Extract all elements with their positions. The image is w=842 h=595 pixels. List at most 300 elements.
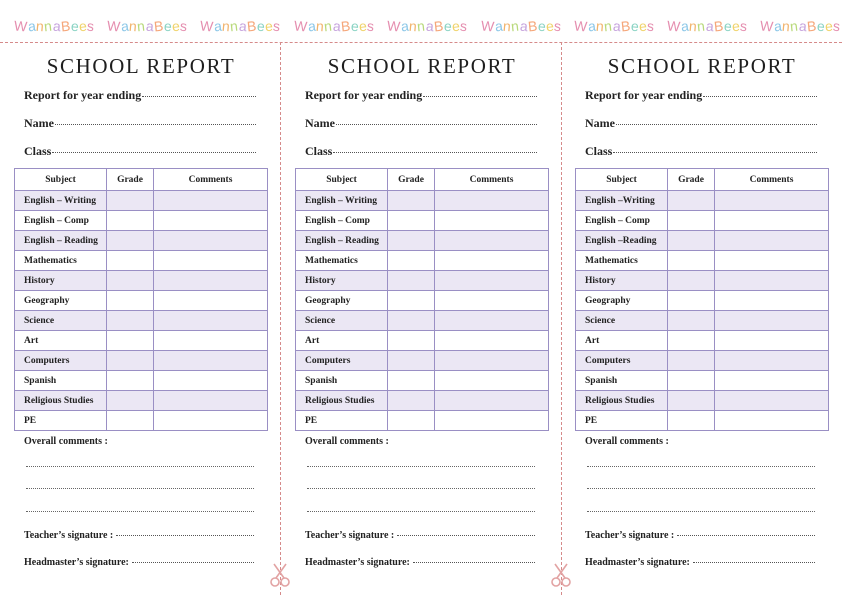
name-field[interactable] xyxy=(24,116,256,131)
table-row xyxy=(15,351,268,371)
year-field[interactable] xyxy=(305,88,537,103)
logo-letter: a xyxy=(518,17,529,35)
subject-cell: PE xyxy=(15,411,107,431)
name-field[interactable] xyxy=(585,116,817,131)
name-line xyxy=(55,124,256,125)
logo-letter: n xyxy=(595,17,605,35)
comments-cell[interactable] xyxy=(154,191,268,211)
signature-line xyxy=(413,562,535,563)
grade-cell[interactable] xyxy=(388,351,435,371)
name-line xyxy=(616,124,817,125)
logo-letter: e xyxy=(358,17,369,35)
grade-cell[interactable] xyxy=(388,391,435,411)
logo-letter: e xyxy=(256,17,266,35)
logo-letter: n xyxy=(229,17,240,35)
comments-cell[interactable] xyxy=(715,271,829,291)
year-line xyxy=(703,96,817,97)
table-header-row xyxy=(296,169,549,191)
year-line xyxy=(142,96,256,97)
logo-letter: a xyxy=(399,17,410,35)
report-title: SCHOOL REPORT xyxy=(327,54,517,78)
logo-letter: W xyxy=(199,17,215,35)
logo-letter: n xyxy=(789,17,800,35)
table-row xyxy=(576,271,829,291)
logo-letter: a xyxy=(144,17,155,35)
grade-cell[interactable] xyxy=(107,271,154,291)
table-row xyxy=(15,251,268,271)
logo-letter: n xyxy=(128,17,138,35)
comments-cell[interactable] xyxy=(154,351,268,371)
table-row xyxy=(15,231,268,251)
subject-cell: English – Comp xyxy=(15,211,107,231)
headmaster-signature-field[interactable] xyxy=(305,557,535,568)
subject-cell: Religious Studies xyxy=(576,391,668,411)
logo-letter: a xyxy=(26,17,37,35)
subject-cell: Religious Studies xyxy=(15,391,107,411)
class-field[interactable] xyxy=(305,144,537,159)
table-row xyxy=(296,251,549,271)
table-row xyxy=(296,391,549,411)
subject-cell: Spanish xyxy=(296,371,388,391)
grade-cell[interactable] xyxy=(388,411,435,431)
column-header: Subject xyxy=(296,169,388,191)
year-field[interactable] xyxy=(585,88,817,103)
teacher-signature-field[interactable] xyxy=(305,530,535,541)
logo-letter: B xyxy=(806,17,818,35)
table-row xyxy=(296,411,549,431)
table-row xyxy=(15,411,268,431)
year-label: Report for year ending xyxy=(585,88,703,102)
table-row xyxy=(576,411,829,431)
grade-cell[interactable] xyxy=(107,411,154,431)
comment-line[interactable] xyxy=(26,511,254,512)
signature-line xyxy=(397,535,535,536)
comment-line[interactable] xyxy=(307,488,535,489)
comments-cell[interactable] xyxy=(435,271,549,291)
comment-line[interactable] xyxy=(26,466,254,467)
column-header: Grade xyxy=(668,169,715,191)
logo-letter: a xyxy=(424,17,435,35)
subject-cell: History xyxy=(296,271,388,291)
table-row xyxy=(15,291,268,311)
comments-cell[interactable] xyxy=(154,391,268,411)
headmaster-signature-label: Headmaster’s signature: xyxy=(585,557,690,568)
comments-cell[interactable] xyxy=(154,331,268,351)
comment-line[interactable] xyxy=(26,488,254,489)
table-row xyxy=(576,291,829,311)
table-row xyxy=(15,371,268,391)
grade-cell[interactable] xyxy=(388,291,435,311)
logo-letter: n xyxy=(43,17,54,35)
table-row xyxy=(296,211,549,231)
teacher-signature-label: Teacher’s signature : xyxy=(24,530,114,541)
comments-cell[interactable] xyxy=(435,371,549,391)
logo-letter: n xyxy=(416,17,427,35)
wannabees-banner xyxy=(0,0,842,44)
logo-letter: a xyxy=(772,17,783,35)
signature-line xyxy=(693,562,815,563)
table-row xyxy=(576,351,829,371)
comments-cell[interactable] xyxy=(435,231,549,251)
comments-cell[interactable] xyxy=(715,411,829,431)
comments-cell[interactable] xyxy=(435,331,549,351)
grade-cell[interactable] xyxy=(107,231,154,251)
grade-cell[interactable] xyxy=(668,411,715,431)
subject-cell: History xyxy=(15,271,107,291)
table-row xyxy=(296,371,549,391)
logo-letter: e xyxy=(78,17,89,35)
scissors-icon xyxy=(270,562,290,588)
logo-letter: n xyxy=(510,17,521,35)
cut-line-right xyxy=(561,42,562,595)
logo-letter: e xyxy=(264,17,275,35)
subject-cell: Mathematics xyxy=(15,251,107,271)
subject-cell: Geography xyxy=(576,291,668,311)
subject-cell: Geography xyxy=(296,291,388,311)
logo-letter: n xyxy=(315,17,325,35)
logo-letter: e xyxy=(638,17,649,35)
logo-letter: e xyxy=(350,17,360,35)
table-row xyxy=(15,271,268,291)
wannabees-logo xyxy=(574,18,655,40)
comment-line[interactable] xyxy=(587,511,815,512)
grade-cell[interactable] xyxy=(388,311,435,331)
grade-cell[interactable] xyxy=(668,231,715,251)
logo-letter: e xyxy=(443,17,453,35)
subject-cell: Geography xyxy=(15,291,107,311)
subject-cell: Spanish xyxy=(15,371,107,391)
grade-cell[interactable] xyxy=(668,271,715,291)
comment-line[interactable] xyxy=(587,466,815,467)
logo-letter: n xyxy=(221,17,231,35)
table-row xyxy=(296,331,549,351)
wannabees-logo xyxy=(760,18,841,40)
logo-letter: s xyxy=(459,17,469,35)
grade-cell[interactable] xyxy=(107,191,154,211)
logo-letter: e xyxy=(723,17,733,35)
table-row xyxy=(576,231,829,251)
grades-table xyxy=(14,168,268,431)
logo-letter: a xyxy=(704,17,715,35)
grade-cell[interactable] xyxy=(107,331,154,351)
logo-letter: W xyxy=(293,17,309,35)
subject-cell: English – Comp xyxy=(296,211,388,231)
column-header: Subject xyxy=(576,169,668,191)
logo-letter: a xyxy=(797,17,808,35)
logo-letter: e xyxy=(630,17,640,35)
table-row xyxy=(296,311,549,331)
comment-line[interactable] xyxy=(307,466,535,467)
comments-cell[interactable] xyxy=(715,331,829,351)
teacher-signature-label: Teacher’s signature : xyxy=(585,530,675,541)
comments-cell[interactable] xyxy=(435,391,549,411)
logo-letter: s xyxy=(272,17,282,35)
comments-cell[interactable] xyxy=(154,411,268,431)
name-label: Name xyxy=(24,116,54,130)
comments-cell[interactable] xyxy=(154,271,268,291)
table-header-row xyxy=(15,169,268,191)
grade-cell[interactable] xyxy=(668,391,715,411)
comments-cell[interactable] xyxy=(435,411,549,431)
signature-line xyxy=(677,535,815,536)
comments-cell[interactable] xyxy=(715,311,829,331)
comments-cell[interactable] xyxy=(435,291,549,311)
logo-letter: s xyxy=(86,17,96,35)
comments-cell[interactable] xyxy=(435,251,549,271)
logo-letter: s xyxy=(646,17,656,35)
logo-letter: n xyxy=(408,17,418,35)
logo-letter: n xyxy=(603,17,614,35)
subject-cell: English – Writing xyxy=(296,191,388,211)
class-field[interactable] xyxy=(585,144,817,159)
logo-letter: s xyxy=(366,17,376,35)
logo-letter: n xyxy=(688,17,698,35)
grade-cell[interactable] xyxy=(388,211,435,231)
grade-cell[interactable] xyxy=(668,371,715,391)
name-label: Name xyxy=(305,116,335,130)
class-label: Class xyxy=(585,144,613,158)
grade-cell[interactable] xyxy=(107,211,154,231)
logo-letter: n xyxy=(35,17,45,35)
class-field[interactable] xyxy=(24,144,256,159)
grades-table xyxy=(295,168,549,431)
grade-cell[interactable] xyxy=(388,231,435,251)
column-header: Comments xyxy=(435,169,549,191)
class-label: Class xyxy=(24,144,52,158)
comments-cell[interactable] xyxy=(715,231,829,251)
comments-cell[interactable] xyxy=(435,311,549,331)
logo-letter: a xyxy=(611,17,622,35)
wannabees-logo xyxy=(294,18,375,40)
subject-cell: Science xyxy=(296,311,388,331)
name-field[interactable] xyxy=(305,116,537,131)
comments-cell[interactable] xyxy=(154,251,268,271)
logo-letter: e xyxy=(816,17,826,35)
subject-cell: English –Writing xyxy=(576,191,668,211)
subject-cell: English – Comp xyxy=(576,211,668,231)
logo-letter: a xyxy=(119,17,130,35)
table-row xyxy=(296,291,549,311)
logo-letter: e xyxy=(824,17,835,35)
overall-comments-label: Overall comments : xyxy=(585,436,669,447)
logo-letter: e xyxy=(70,17,80,35)
class-line xyxy=(52,152,256,153)
wannabees-logo xyxy=(387,18,468,40)
table-row xyxy=(15,191,268,211)
wannabees-logo xyxy=(14,18,95,40)
logo-letter: B xyxy=(340,17,352,35)
wannabees-logo xyxy=(200,18,281,40)
grade-cell[interactable] xyxy=(388,191,435,211)
comment-line[interactable] xyxy=(307,511,535,512)
logo-letter: B xyxy=(60,17,72,35)
table-row xyxy=(15,391,268,411)
logo-letter: a xyxy=(679,17,690,35)
logo-letter: B xyxy=(246,17,258,35)
grade-cell[interactable] xyxy=(107,291,154,311)
year-line xyxy=(423,96,537,97)
grade-cell[interactable] xyxy=(107,351,154,371)
logo-letter: B xyxy=(527,17,539,35)
logo-letter: n xyxy=(136,17,147,35)
subject-cell: Mathematics xyxy=(576,251,668,271)
comments-cell[interactable] xyxy=(154,311,268,331)
year-field[interactable] xyxy=(24,88,256,103)
grade-cell[interactable] xyxy=(668,211,715,231)
grade-cell[interactable] xyxy=(388,271,435,291)
logo-letter: e xyxy=(451,17,462,35)
comments-cell[interactable] xyxy=(715,391,829,411)
table-row xyxy=(296,351,549,371)
grade-cell[interactable] xyxy=(107,311,154,331)
signature-line xyxy=(116,535,254,536)
teacher-signature-field[interactable] xyxy=(24,530,254,541)
grade-cell[interactable] xyxy=(668,311,715,331)
report-title: SCHOOL REPORT xyxy=(46,54,236,78)
table-row xyxy=(15,211,268,231)
subject-cell: PE xyxy=(576,411,668,431)
table-row xyxy=(576,311,829,331)
subject-cell: Art xyxy=(576,331,668,351)
logo-letter: s xyxy=(179,17,189,35)
logo-letter: B xyxy=(433,17,445,35)
column-header: Grade xyxy=(107,169,154,191)
teacher-signature-field[interactable] xyxy=(585,530,815,541)
comments-cell[interactable] xyxy=(154,291,268,311)
logo-letter: e xyxy=(537,17,547,35)
comments-cell[interactable] xyxy=(715,211,829,231)
headmaster-signature-field[interactable] xyxy=(24,557,254,568)
logo-letter: W xyxy=(666,17,682,35)
logo-letter: W xyxy=(106,17,122,35)
grade-cell[interactable] xyxy=(388,251,435,271)
grade-cell[interactable] xyxy=(668,291,715,311)
grade-cell[interactable] xyxy=(107,371,154,391)
overall-comments-label: Overall comments : xyxy=(305,436,389,447)
overall-comments-label: Overall comments : xyxy=(24,436,108,447)
subject-cell: Computers xyxy=(576,351,668,371)
grade-cell[interactable] xyxy=(668,331,715,351)
subject-cell: PE xyxy=(296,411,388,431)
logo-letter: s xyxy=(739,17,749,35)
table-row xyxy=(296,271,549,291)
subject-cell: Spanish xyxy=(576,371,668,391)
subject-cell: Art xyxy=(296,331,388,351)
signature-line xyxy=(132,562,254,563)
logo-letter: e xyxy=(163,17,173,35)
wannabees-logo xyxy=(667,18,748,40)
subject-cell: Computers xyxy=(296,351,388,371)
logo-letter: a xyxy=(51,17,62,35)
table-row xyxy=(15,331,268,351)
subject-cell: Science xyxy=(15,311,107,331)
grade-cell[interactable] xyxy=(668,191,715,211)
comments-cell[interactable] xyxy=(154,211,268,231)
column-header: Comments xyxy=(154,169,268,191)
table-row xyxy=(576,331,829,351)
comments-cell[interactable] xyxy=(715,191,829,211)
logo-letter: n xyxy=(781,17,791,35)
wannabees-logo xyxy=(481,18,562,40)
comments-cell[interactable] xyxy=(715,351,829,371)
table-row xyxy=(576,391,829,411)
grade-cell[interactable] xyxy=(388,331,435,351)
grade-cell[interactable] xyxy=(107,391,154,411)
logo-letter: n xyxy=(323,17,334,35)
top-cut-line xyxy=(0,42,842,43)
column-header: Comments xyxy=(715,169,829,191)
comments-cell[interactable] xyxy=(715,371,829,391)
table-header-row xyxy=(576,169,829,191)
subject-cell: Religious Studies xyxy=(296,391,388,411)
logo-letter: B xyxy=(713,17,725,35)
logo-letter: e xyxy=(171,17,182,35)
year-label: Report for year ending xyxy=(305,88,423,102)
cut-line-left xyxy=(280,42,281,595)
comments-cell[interactable] xyxy=(435,211,549,231)
scissors-icon xyxy=(551,562,571,588)
grade-cell[interactable] xyxy=(668,251,715,271)
logo-letter: B xyxy=(620,17,632,35)
logo-letter: e xyxy=(545,17,556,35)
logo-letter: a xyxy=(493,17,504,35)
comments-cell[interactable] xyxy=(154,231,268,251)
column-header: Subject xyxy=(15,169,107,191)
table-row xyxy=(576,371,829,391)
name-label: Name xyxy=(585,116,615,130)
logo-letter: n xyxy=(502,17,512,35)
school-report-panel xyxy=(14,44,268,595)
logo-letter: a xyxy=(306,17,317,35)
subject-cell: English – Reading xyxy=(15,231,107,251)
logo-letter: s xyxy=(832,17,842,35)
comments-cell[interactable] xyxy=(715,251,829,271)
table-row xyxy=(296,191,549,211)
subject-cell: History xyxy=(576,271,668,291)
headmaster-signature-label: Headmaster’s signature: xyxy=(305,557,410,568)
grade-cell[interactable] xyxy=(668,351,715,371)
comments-cell[interactable] xyxy=(154,371,268,391)
subject-cell: Computers xyxy=(15,351,107,371)
logo-letter: s xyxy=(553,17,563,35)
logo-letter: W xyxy=(573,17,589,35)
teacher-signature-label: Teacher’s signature : xyxy=(305,530,395,541)
logo-letter: n xyxy=(696,17,707,35)
headmaster-signature-label: Headmaster’s signature: xyxy=(24,557,129,568)
grade-cell[interactable] xyxy=(388,371,435,391)
subject-cell: Art xyxy=(15,331,107,351)
class-line xyxy=(613,152,817,153)
headmaster-signature-field[interactable] xyxy=(585,557,815,568)
logo-letter: B xyxy=(153,17,165,35)
logo-letter: a xyxy=(212,17,223,35)
comment-line[interactable] xyxy=(587,488,815,489)
comments-cell[interactable] xyxy=(715,291,829,311)
logo-letter: W xyxy=(759,17,775,35)
school-report-panel xyxy=(295,44,549,595)
comments-cell[interactable] xyxy=(435,191,549,211)
logo-letter: W xyxy=(386,17,402,35)
grade-cell[interactable] xyxy=(107,251,154,271)
comments-cell[interactable] xyxy=(435,351,549,371)
year-label: Report for year ending xyxy=(24,88,142,102)
report-title: SCHOOL REPORT xyxy=(607,54,797,78)
table-row xyxy=(15,311,268,331)
grades-table xyxy=(575,168,829,431)
table-row xyxy=(576,191,829,211)
logo-letter: a xyxy=(586,17,597,35)
logo-letter: a xyxy=(237,17,248,35)
